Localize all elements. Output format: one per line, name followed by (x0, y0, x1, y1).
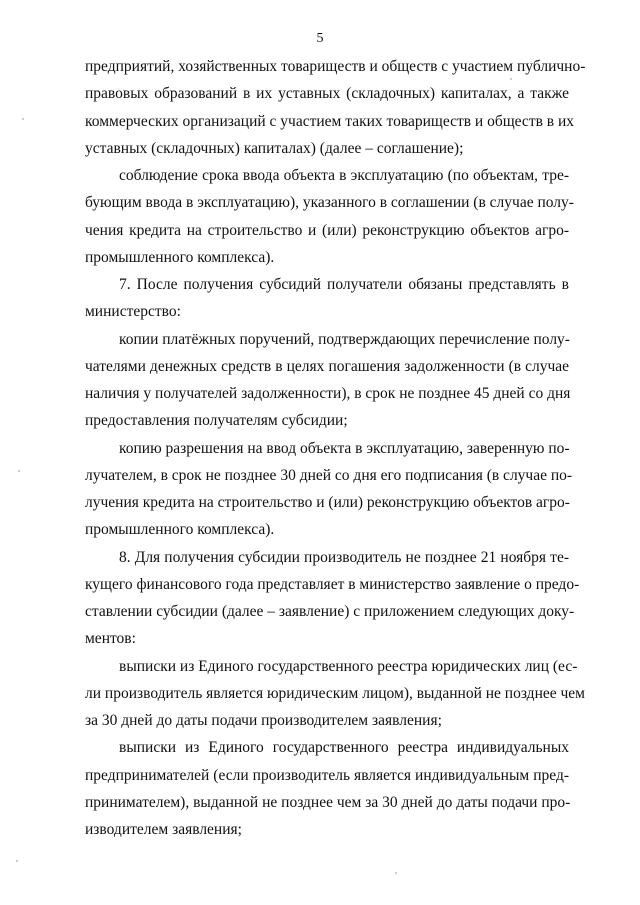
scan-speck (395, 872, 397, 874)
text-line: правовых образований в их уставных (складочных) капиталах, а также (85, 85, 569, 103)
text-line: копии платёжных поручений, подтверждающих перечисление полу- (119, 330, 570, 348)
paragraph-entrepreneur-extract (85, 734, 569, 843)
text-line: ставлении субсидии (далее – заявление) с приложением следующих доку- (85, 603, 575, 620)
text-line: наличия у получателей задолженности), в срок не позднее 45 дней со дня (85, 385, 571, 402)
text-line: лучения кредита на строительство и (или) реконструкцию объектов агро- (85, 494, 570, 511)
text-line: за 30 дней до даты подачи производителем заявления; (85, 712, 442, 729)
text-line: соблюдение срока ввода объекта в эксплуатацию (по объектам, тре- (119, 167, 569, 184)
document-body (85, 53, 586, 843)
text-line: министерство: (85, 303, 181, 321)
page-number: 5 (316, 31, 324, 46)
paragraph-legal-entity-extract (85, 653, 585, 735)
text-line: предприятий, хозяйственных товариществ и обществ с участием публично- (85, 58, 586, 75)
text-line: выписки из Единого государственного реестра индивидуальных (119, 739, 569, 757)
paragraph-deadline-compliance (85, 162, 574, 271)
text-line: уставных (складочных) капиталах) (далее – соглашение); (85, 139, 464, 157)
scan-speck (22, 118, 24, 120)
paragraph-item-8 (85, 544, 580, 653)
text-line: чения кредита на строительство и (или) реконструкцию объектов агро- (85, 221, 569, 239)
text-line: промышленного комплекса). (85, 521, 275, 539)
text-line: коммерческих организаций с участием таких товариществ и обществ в их (85, 112, 575, 130)
text-line: лучателем, в срок не позднее 30 дней со дня его подписания (в случае по- (85, 466, 573, 484)
text-line: выписки из Единого государственного реестра юридических лиц (ес- (119, 657, 578, 675)
scan-speck (16, 860, 18, 862)
text-line: промышленного комплекса). (85, 248, 275, 266)
text-line: принимателем), выданной не позднее чем за 30 дней до даты подачи про- (85, 793, 571, 811)
text-line: чателями денежных средств в целях погашения задолженности (в случае (85, 357, 569, 375)
text-line: 7. После получения субсидий получатели обязаны представлять в (119, 276, 569, 293)
scan-speck (510, 78, 512, 80)
text-line: предоставления получателям субсидии; (85, 412, 348, 430)
text-line: изводителем заявления; (85, 821, 242, 838)
text-line: копию разрешения на ввод объекта в эксплуатацию, заверенную по- (119, 439, 570, 457)
text-line: предпринимателей (если производитель является индивидуальным пред- (85, 766, 569, 784)
text-line: ментов: (85, 630, 136, 648)
text-line: 8. Для получения субсидии производитель не позднее 21 ноября те- (119, 548, 569, 566)
paragraph-permit-copy (85, 435, 573, 544)
scan-speck (18, 470, 20, 472)
text-line: ли производитель является юридическим лицом), выданной не позднее чем (85, 684, 585, 702)
paragraph-payment-orders (85, 326, 569, 435)
paragraph-item-7 (85, 271, 569, 326)
paragraph-continuation (85, 53, 586, 162)
text-line: кущего финансового года представляет в министерство заявление о предо- (85, 575, 580, 593)
text-line: бующим ввода в эксплуатацию), указанного в соглашении (в случае полу- (85, 194, 574, 212)
